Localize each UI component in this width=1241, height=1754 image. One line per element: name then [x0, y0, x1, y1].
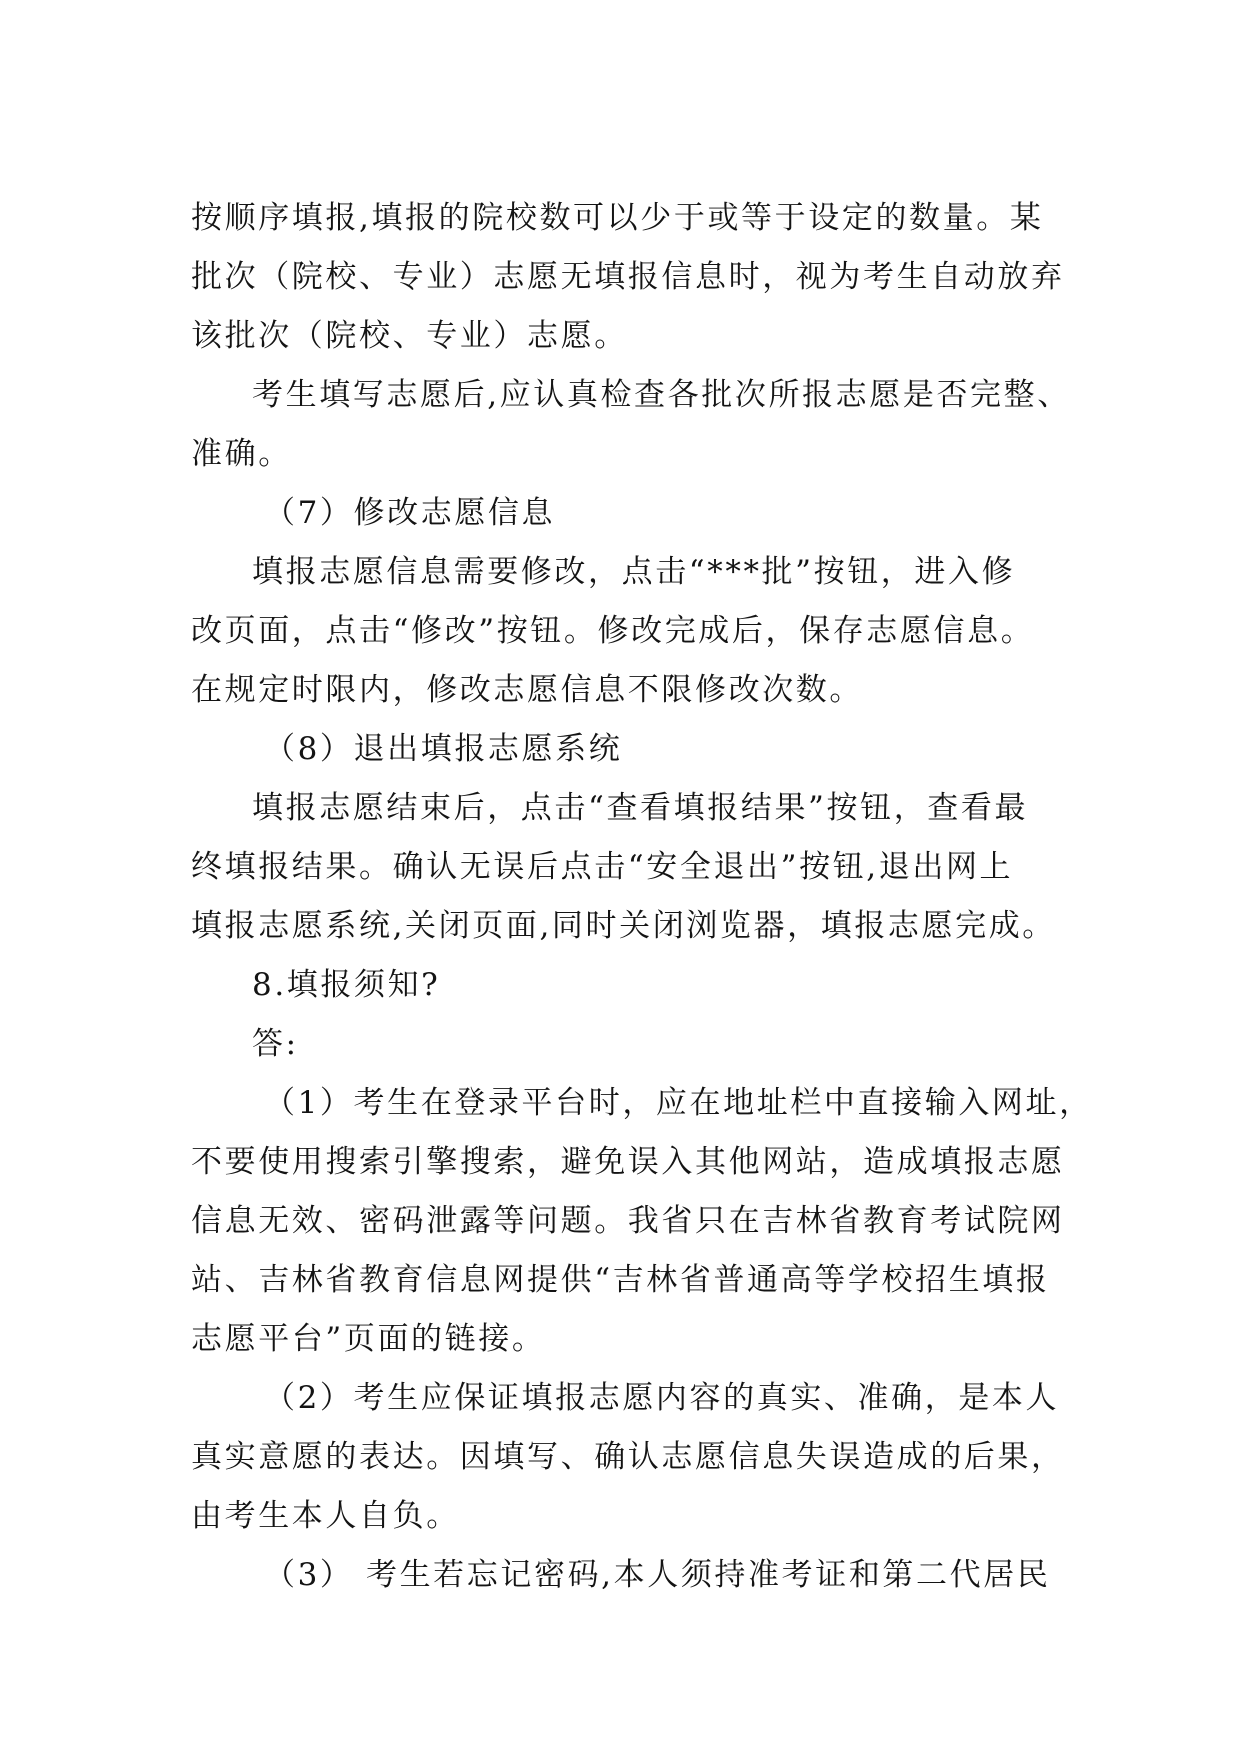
text-line: 站、吉林省教育信息网提供“吉林省普通高等学校招生填报	[191, 1262, 1050, 1298]
section-heading: （8）退出填报志愿系统	[264, 731, 623, 767]
text-line: 批次（院校、专业）志愿无填报信息时，视为考生自动放弃	[191, 259, 1065, 295]
text-line: 填报志愿结束后，点击“查看填报结果”按钮，查看最	[252, 790, 1029, 826]
text-line: 信息无效、密码泄露等问题。我省只在吉林省教育考试院网	[191, 1203, 1065, 1239]
text-line: 按顺序填报,填报的院校数可以少于或等于设定的数量。某	[191, 200, 1044, 236]
text-line: （3） 考生若忘记密码,本人须持准考证和第二代居民	[264, 1557, 1051, 1593]
answer-label: 答:	[252, 1026, 299, 1062]
text-line: 填报志愿信息需要修改，点击“***批”按钮，进入修	[252, 554, 1016, 590]
text-line: 考生填写志愿后,应认真检查各批次所报志愿是否完整、	[252, 377, 1071, 413]
text-line: 填报志愿系统,关闭页面,同时关闭浏览器，填报志愿完成。	[191, 908, 1056, 944]
text-line: （2）考生应保证填报志愿内容的真实、准确，是本人	[264, 1380, 1060, 1416]
text-line: 该批次（院校、专业）志愿。	[191, 318, 628, 354]
text-line: 准确。	[191, 436, 292, 472]
text-line: （1）考生在登录平台时，应在地址栏中直接输入网址，	[264, 1085, 1093, 1121]
text-line: 在规定时限内，修改志愿信息不限修改次数。	[191, 672, 863, 708]
text-line: 改页面，点击“修改”按钮。修改完成后，保存志愿信息。	[191, 613, 1035, 649]
text-line: 终填报结果。确认无误后点击“安全退出”按钮,退出网上	[191, 849, 1014, 885]
question-heading: 8.填报须知?	[252, 967, 441, 1003]
text-line: 真实意愿的表达。因填写、确认志愿信息失误造成的后果，	[191, 1439, 1065, 1475]
text-line: 志愿平台”页面的链接。	[191, 1321, 546, 1357]
section-heading: （7）修改志愿信息	[264, 495, 556, 531]
text-line: 不要使用搜索引擎搜索，避免误入其他网站，造成填报志愿	[191, 1144, 1065, 1180]
text-line: 由考生本人自负。	[191, 1498, 460, 1534]
